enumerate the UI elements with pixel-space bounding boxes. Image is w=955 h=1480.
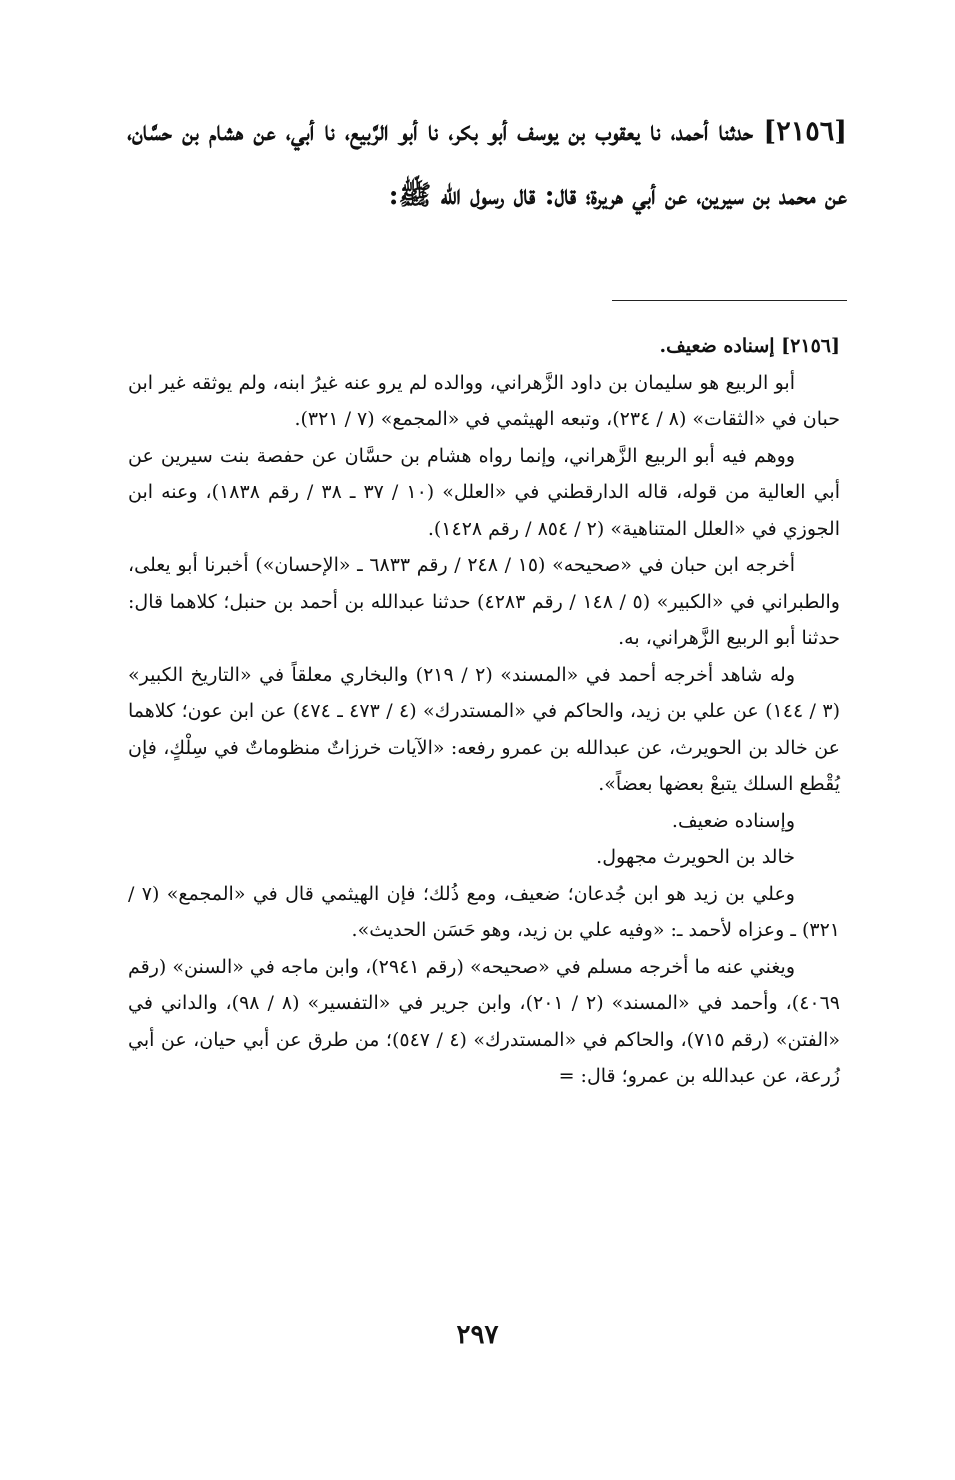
footnote-paragraph: ووهم فيه أبو الربيع الزَّهراني، وإنما رواه هشام بن حسَّان عن حفصة بنت سيرين عن أبي العالية من قوله، قاله الدارقطني في «العلل» (١٠ / ٣٧ ـ ٣٨ / رقم ١٨٣٨)، وعنه ابن الجوزي في «العلل المتناهية» (٢ / ٨٥٤ / رقم ١٤٢٨). (128, 444, 840, 540)
footnote-paragraph: وإسناده ضعيف. (671, 809, 795, 832)
footnote-paragraph: وله شاهد أخرجه أحمد في «المسند» (٢ / ٢١٩) والبخاري معلقاً في «التاريخ الكبير» (٣ / ١٤٤) عن علي بن زيد، والحاكم في «المستدرك» (٤ / ٤٧٣ ـ ٤٧٤) عن ابن عون؛ كلاهما عن خالد بن الحويرث، عن عبدالله بن عمرو رفعه: «الآيات خرزاتٌ منظوماتٌ في سِلْكٍ، فإن يُقْطع السلك يتبعْ بعضها بعضاً». (128, 663, 840, 795)
footnote-heading: [٢١٥٦] إسناده ضعيف. (659, 335, 840, 357)
footnote-paragraph: أخرجه ابن حبان في «صحيحه» (١٥ / ٢٤٨ / رقم ٦٨٣٣ ـ «الإحسان») أخبرنا أبو يعلى، والطبراني في «الكبير» (٥ / ١٤٨ / رقم ٤٢٨٣) حدثنا عبدالله بن أحمد بن حنبل؛ كلاهما قال: حدثنا أبو الربيع الزَّهراني، به. (128, 554, 840, 649)
footnote-paragraph: أبو الربيع هو سليمان بن داود الزَّهراني، ووالده لم يرو عنه غيرُ ابنه، ولم يوثقه غير ابن حبان في «الثقات» (٨ / ٢٣٤)، وتبعه الهيثمي في «المجمع» (٧ / ٣٢١). (128, 371, 840, 430)
footnote-paragraph: خالد بن الحويرث مجهول. (596, 846, 795, 868)
hadith-text-block (127, 100, 847, 228)
hadith-text: [٢١٥٦] حدثنا أحمد، نا يعقوب بن يوسف أبو بكر، نا أبو الرَّبيع، نا أبي، عن هشام بن حسَّان، عن محمد بن سيرين، عن أبي هريرة؛ قال: قال رسول الله ﷺ: (127, 116, 847, 211)
footnote-paragraph: ويغني عنه ما أخرجه مسلم في «صحيحه» (رقم ٢٩٤١)، وابن ماجه في «السنن» (رقم ٤٠٦٩)، وأحمد في «المسند» (٢ / ٢٠١)، وابن جرير في «التفسير» (٨ / ٩٨)، والداني في «الفتن» (رقم ٧١٥)، والحاكم في «المستدرك» (٤ / ٥٤٧)؛ من طرق عن أبي حيان، عن أبي زُرعة، عن عبدالله بن عمرو؛ قال: = (128, 955, 841, 1087)
footnote-paragraph: وعلي بن زيد هو ابن جُدعان؛ ضعيف، ومع ذُلك؛ فإن الهيثمي قال في «المجمع» (٧ / ٣٢١) ـ وعزاه لأحمد ـ: «وفيه علي بن زيد، وهو حَسَن الحديث». (128, 882, 840, 941)
page-number: ٢٩٧ (456, 1320, 499, 1350)
footnote-divider (612, 300, 847, 301)
footnotes-block (128, 328, 840, 1095)
